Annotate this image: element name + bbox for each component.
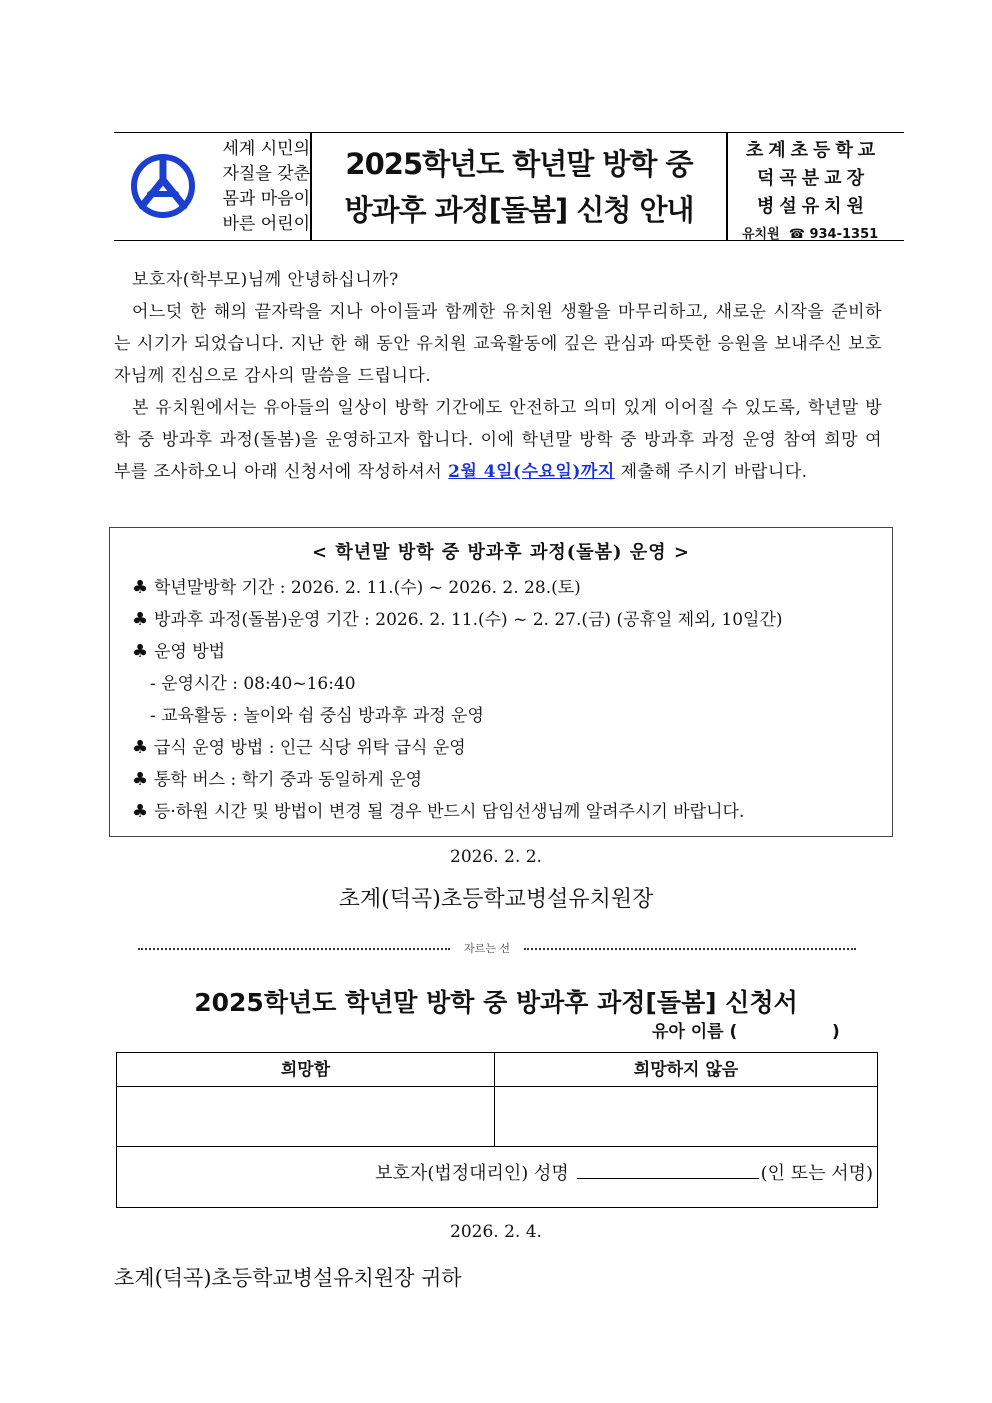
school-line: 병설유치원	[757, 196, 869, 217]
motto-line: 몸과 마음이	[222, 189, 310, 209]
info-item	[132, 608, 783, 632]
operation-info-box	[109, 527, 893, 837]
info-item-text: 통학 버스 : 학기 중과 동일하게 운영	[154, 770, 423, 790]
club-icon: ♣	[132, 641, 149, 662]
club-icon: ♣	[132, 769, 149, 790]
paragraph-2-text: 본 유치원에서는 유아들의 일상이 방학 기간에도 안전하고 의미 있게 이어질 수 있도록, 학년말 방학 중 방과후 과정(돌봄)을 운영하고자 합니다. 이에 학년말 방학 중 방과후 과정 운영 참여 희망 여부를 조사하오니 아래 신청서에 작성하셔서	[114, 398, 882, 482]
school-name	[734, 137, 892, 249]
guardian-signature	[375, 1159, 873, 1185]
motto-line: 자질을 갖춘	[222, 164, 310, 184]
greeting: 보호자(학부모)님께 안녕하십니까?	[132, 270, 399, 290]
phone-label: 유치원	[742, 227, 780, 242]
club-icon: ♣	[132, 801, 149, 822]
club-icon: ♣	[132, 577, 149, 598]
phone-icon: ☎	[784, 227, 805, 242]
info-item	[132, 736, 466, 760]
want-checkbox-cell[interactable]	[117, 1087, 495, 1147]
club-icon: ♣	[132, 737, 149, 758]
cut-line-label: 자르는 선	[463, 942, 510, 955]
form-date: 2026. 2. 4.	[450, 1222, 542, 1242]
school-line: 덕곡분교장	[757, 168, 869, 189]
notice-date: 2026. 2. 2.	[450, 847, 542, 867]
guardian-label: 보호자(법정대리인) 성명	[375, 1163, 569, 1184]
guardian-suffix: (인 또는 서명)	[760, 1163, 873, 1184]
cut-line	[138, 940, 856, 960]
application-table	[116, 1052, 878, 1208]
info-item-text: 등·하원 시간 및 방법이 변경 될 경우 반드시 담임선생님께 알려주시기 바랍니다.	[154, 802, 745, 822]
document-title	[312, 133, 726, 240]
info-item	[132, 576, 581, 600]
document-header	[114, 132, 904, 241]
dotted-line	[138, 948, 450, 950]
paragraph-2-end: 제출해 주시기 바랍니다.	[614, 462, 808, 482]
school-line: 초계초등학교	[745, 140, 881, 161]
form-title: 2025학년도 학년말 방학 중 방과후 과정[돌봄] 신청서	[194, 988, 798, 1017]
school-logo-icon	[128, 150, 198, 222]
form-addressee: 초계(덕곡)초등학교병설유치원장 귀하	[114, 1266, 462, 1290]
info-item-text: 학년말방학 기간 : 2026. 2. 11.(수) ~ 2026. 2. 28.(토)	[154, 578, 581, 598]
notice-signer: 초계(덕곡)초등학교병설유치원장	[338, 887, 654, 912]
info-sub-item: - 운영시간 : 08:40~16:40	[150, 674, 356, 694]
title-line: 방과후 과정[돌봄] 신청 안내	[344, 193, 694, 227]
child-name-field[interactable]: 유아 이름 ( )	[652, 1022, 840, 1042]
info-sub-item: - 교육활동 : 놀이와 쉼 중심 방과후 과정 운영	[150, 706, 484, 726]
deadline: 2월 4일(수요일)까지	[448, 462, 615, 482]
paragraph-2	[114, 392, 882, 488]
divider	[726, 133, 728, 240]
info-item	[132, 640, 225, 664]
info-item-text: 운영 방법	[154, 642, 226, 662]
motto-line: 바른 어린이	[222, 214, 310, 234]
club-icon: ♣	[132, 609, 149, 630]
not-want-checkbox-cell[interactable]	[495, 1087, 877, 1147]
info-item	[132, 800, 744, 824]
motto-line: 세계 시민의	[222, 139, 310, 159]
dotted-line	[524, 948, 856, 950]
phone-line	[734, 221, 892, 249]
column-header-want: 희망함	[117, 1053, 495, 1087]
school-motto	[202, 137, 310, 237]
info-item-text: 급식 운영 방법 : 인근 식당 위탁 급식 운영	[154, 738, 466, 758]
info-item-text: 방과후 과정(돌봄)운영 기간 : 2026. 2. 11.(수) ~ 2. 27.(금) (공휴일 제외, 10일간)	[154, 610, 783, 630]
guardian-signature-row	[117, 1147, 877, 1207]
guardian-name-input[interactable]	[577, 1160, 759, 1179]
info-item	[132, 768, 422, 792]
paragraph-1: 어느덧 한 해의 끝자락을 지나 아이들과 함께한 유치원 생활을 마무리하고, 새로운 시작을 준비하는 시기가 되었습니다. 지난 한 해 동안 유치원 교육활동에 깊은 관심과 따뜻한 응원을 보내주신 보호자님께 진심으로 감사의 말씀을 드립니다.	[114, 302, 882, 386]
title-line: 2025학년도 학년말 방학 중	[345, 147, 693, 181]
column-header-not-want: 희망하지 않음	[495, 1053, 877, 1087]
phone-number: 934-1351	[809, 227, 879, 242]
info-box-title: < 학년말 방학 중 방과후 과정(돌봄) 운영 >	[312, 542, 690, 563]
